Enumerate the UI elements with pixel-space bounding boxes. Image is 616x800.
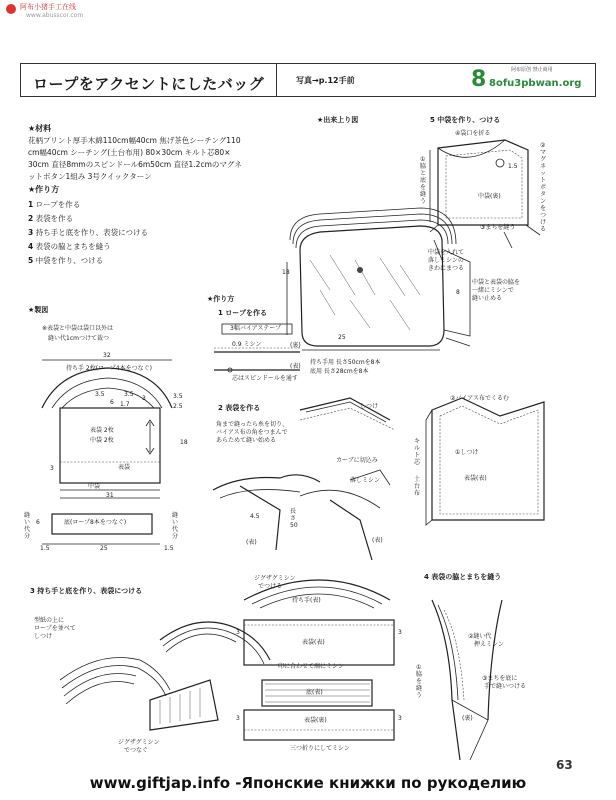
step-number: 1: [28, 200, 34, 209]
page-title: ロープをアクセントにしたバッグ: [33, 75, 265, 93]
step-number: 3: [28, 228, 34, 237]
step5-note1: 中袋を入れて: [428, 249, 465, 256]
step5-magnet: ②マグネットボタンをつける: [540, 142, 547, 233]
step1-bottom-length: 底用 長さ28cmを8本: [310, 368, 369, 375]
step3-mark: 印に合わせて端にミシン: [278, 663, 344, 670]
step2-otoshi: 落しミシン: [350, 477, 380, 484]
step3-fold: 三つ折りにしてミシン: [290, 745, 350, 752]
step-number: 4: [28, 242, 34, 251]
pattern-dim: 3.5: [173, 393, 183, 400]
step2-curve: カーブに切込み: [336, 457, 378, 464]
pattern-dim: 3: [50, 465, 54, 472]
pattern-dim: 3: [142, 395, 146, 402]
pattern-bottom-label: 底(ロープ8本をつなぐ): [64, 519, 127, 526]
step4-gusset: ③まちを底に: [482, 675, 518, 682]
logo-note: 阿布原创 禁止商用: [511, 67, 553, 73]
pattern-dim: 31: [106, 492, 114, 499]
step5-note2: 縫い止める: [472, 295, 503, 302]
step2-dim: 4.5: [250, 513, 260, 520]
pattern-body-label: 表袋 2枚: [90, 427, 114, 434]
step3-handle: 持ち手(表): [292, 597, 321, 604]
step1-omote: (表): [290, 363, 301, 370]
pattern-seam-left: 縫い代分: [24, 512, 31, 540]
step3-note: しつけ: [34, 633, 53, 640]
finished-bag-illustration: [287, 208, 470, 350]
step5-dim: 1.5: [508, 163, 518, 170]
step-text: ロープを作る: [35, 200, 81, 209]
step2-omote: (表): [372, 537, 383, 544]
pattern-note: 縫い代1cmつけて裁つ: [48, 335, 109, 342]
step5-inner-bag-diagram: [430, 140, 540, 260]
finished-height: 18: [282, 269, 290, 276]
watermark-site-name: 阿布小猪手工在线: [20, 3, 76, 11]
step3-dim: 3: [236, 629, 240, 636]
step3-body: 表袋(表): [302, 639, 325, 646]
step4-title: 4 表袋の脇とまちを縫う: [424, 573, 502, 581]
step2b-binding-diagram: [426, 395, 544, 525]
finished-label: ★出来上り図: [317, 116, 359, 124]
step3-note: ロープを並べて: [34, 625, 76, 632]
step4-seam: ②縫い代: [468, 633, 492, 640]
step4-press: 押えミシン: [474, 641, 504, 648]
step3-body: 表袋(裏): [304, 717, 327, 724]
step5-fold: ④袋口を折る: [455, 130, 491, 137]
step-number: 2: [28, 214, 34, 223]
step3-note: 型紙の上に: [34, 617, 65, 624]
step2-desc: バイアス布の角をつまんで: [216, 429, 288, 436]
step-text: 表袋の脇とまちを縫う: [35, 242, 111, 251]
pattern-bottom-margin: 1.5: [40, 545, 50, 552]
page-number: 63: [556, 758, 573, 772]
step2b-omote: 表袋(表): [464, 475, 487, 482]
step-number: 5: [28, 256, 34, 265]
footer-link[interactable]: www.giftjap.info -Японские книжки по рукоделию: [89, 774, 527, 792]
step5-ura: 中袋(裏): [478, 193, 501, 200]
step1-heading: ★作り方: [207, 295, 235, 303]
step3-handle-bottom-diagram: [60, 580, 394, 740]
finished-depth: 8: [456, 289, 460, 296]
step-text: 持ち手と底を作り、表袋につける: [35, 228, 148, 237]
step2-title: 2 表袋を作る: [218, 404, 261, 412]
step5-note1: 落しミシンの: [428, 257, 464, 264]
step2b-quilt: キルト芯: [414, 438, 421, 466]
pattern-dim: 18: [180, 439, 188, 446]
pattern-handle-label: 持ち手 2枚(ロープ4本をつなぐ): [66, 365, 152, 372]
step2-desc: 角まで縫ったら糸を切り、: [216, 421, 289, 428]
step2b-shitsuke: ①しつけ: [455, 449, 479, 456]
step3-zigzag: ジグザグミシン: [118, 739, 160, 746]
step3-dim: 3: [236, 715, 240, 722]
step4-side: ①脇を縫う: [416, 664, 423, 699]
photo-reference: 写真→p.12手前: [296, 76, 355, 85]
step3-zigzag-top: ジグザグミシン: [254, 575, 296, 582]
pattern-width-top: 32: [103, 352, 111, 359]
pattern-dim: 2.5: [173, 403, 183, 410]
step2-omote: (表): [246, 539, 257, 546]
step5-note1: きわにまつる: [428, 265, 465, 272]
pattern-seam-right: 縫い代分: [172, 512, 179, 540]
step5-note2: 一緒にミシンで: [472, 287, 514, 294]
pattern-naka-label: 中袋: [88, 483, 101, 490]
logo-text: 8ofu3pbwan.org: [489, 78, 582, 89]
step1-bias: 3幅バイアステープ: [230, 325, 281, 332]
pattern-dim: 1.7: [120, 401, 130, 408]
step1-ura: (裏): [290, 342, 301, 349]
materials-line: cm幅40cm シーチング(土台布用) 80×30cm キルト芯80×: [28, 148, 231, 157]
step2-dim: 長さ50: [290, 508, 298, 529]
step2b-bias: ②バイアス布でくるむ: [450, 395, 509, 402]
step3-dim: 3: [398, 629, 402, 636]
materials-line: 30cm 直径8mmのスピンドール6m50cm 直径1.2cmのマグネ: [28, 160, 242, 169]
step5-note2: 中袋と表袋の脇を: [472, 279, 521, 286]
steps-heading: ★作り方: [28, 185, 60, 194]
materials-line: 花柄プリント厚手木綿110cm幅40cm 焦げ茶色シーチング110: [28, 136, 241, 145]
pattern-bottom-margin: 1.5: [164, 545, 174, 552]
pattern-bottom-height: 6: [36, 519, 40, 526]
step-text: 表袋を作る: [35, 214, 74, 223]
step1-handle-length: 持ち手用 長さ50cmを8本: [310, 359, 381, 366]
step4-ura: (裏): [462, 715, 473, 722]
pattern-body-label: 表袋: [118, 464, 131, 471]
step3-zigzag-top: でつける: [258, 583, 283, 590]
step5-gusset: ③まちを縫う: [480, 224, 516, 231]
pattern-drafting-diagram: [42, 360, 172, 544]
step2-shitsuke: しつけ: [360, 403, 379, 410]
step3-zigzag: でつなぐ: [124, 747, 149, 754]
step3-bottom: 底(表): [306, 689, 323, 696]
pattern-note: ※表袋と中袋は袋口以外は: [42, 325, 114, 332]
logo-mark-icon: 8: [471, 67, 487, 92]
watermark-site-url: www.abusscor.com: [26, 12, 84, 19]
pattern-dim: 6: [110, 399, 114, 406]
finished-width: 25: [338, 334, 346, 341]
step3-dim: 3: [398, 715, 402, 722]
pattern-heading: ★製図: [28, 306, 49, 314]
pattern-body-label: 中袋 2枚: [90, 437, 114, 444]
step2b-base: 土台布: [414, 476, 421, 497]
step1-mishin: 0.9 ミシン: [232, 341, 262, 348]
step3-title: 3 持ち手と底を作り、表袋につける: [30, 587, 143, 595]
materials-line: ットボタン1組み 3号クイックターン: [28, 172, 152, 181]
pattern-bottom-width: 25: [100, 545, 108, 552]
step5-title: 5 中袋を作り、つける: [430, 116, 501, 124]
step4-gusset: 手で縫いつける: [484, 683, 527, 690]
pattern-dim: 3.5: [124, 391, 134, 398]
step-text: 中袋を作り、つける: [35, 256, 104, 265]
step5-side: ①脇と底を縫う: [420, 156, 427, 205]
materials-heading: ★材料: [28, 124, 52, 133]
pattern-dim: 3.5: [95, 391, 105, 398]
step1-title: 1 ロープを作る: [218, 309, 267, 317]
step2-desc: あらためて縫い始める: [216, 437, 277, 444]
step1-core: 芯はスピンドールを通す: [232, 375, 298, 382]
